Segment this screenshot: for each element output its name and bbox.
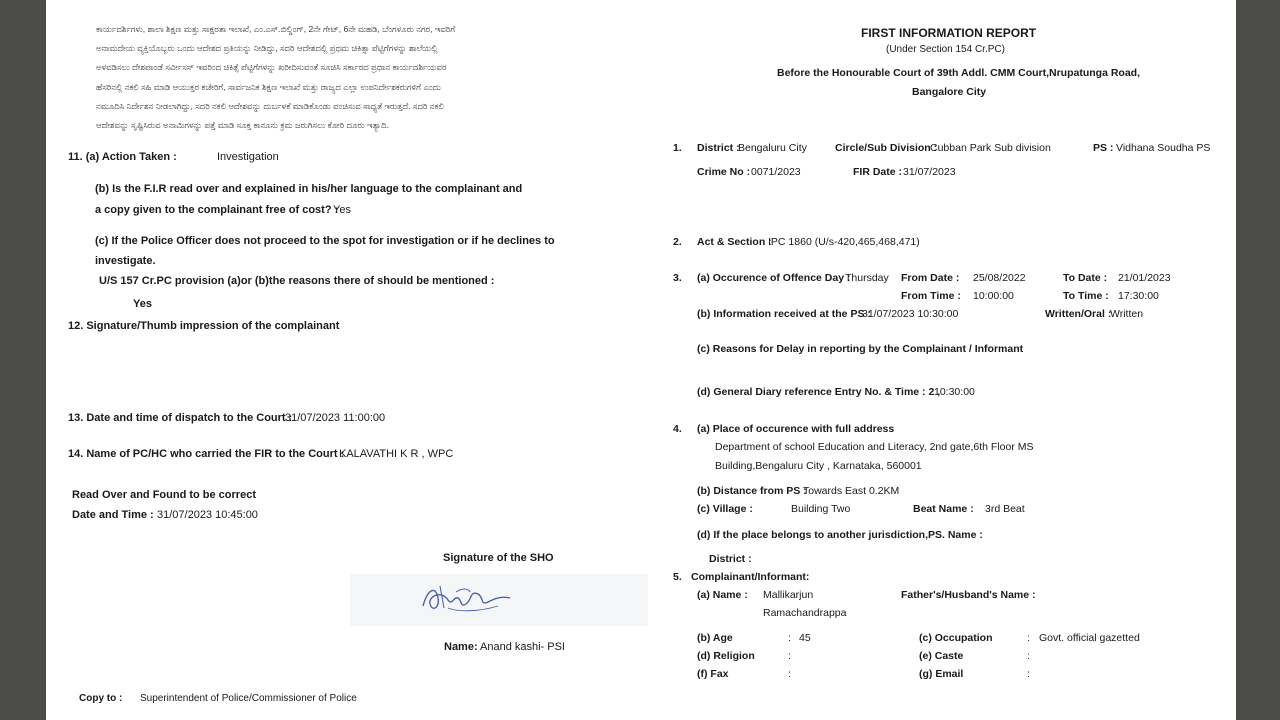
fir-date-value: 31/07/2023 [903,166,956,178]
place-address-line-1: Department of school Education and Literacy, 2nd gate,6th Floor MS [715,441,1034,453]
date-time-value: 31/07/2023 10:45:00 [157,509,258,521]
age-value: 45 [799,632,811,644]
to-time-value: 17:30:00 [1118,290,1159,302]
q11c-line2: investigate. [95,255,156,267]
place-address-line-2: Building,Bengaluru City , Karnataka, 560001 [715,460,922,472]
info-received-value: 31/07/2023 10:30:00 [862,308,959,320]
from-time-value: 10:00:00 [973,290,1014,302]
age-label: (b) Age [697,632,733,644]
village-value: Building Two [791,503,851,515]
to-date-label: To Date : [1063,272,1108,284]
info-received-label: (b) Information received at the PS : [697,308,871,320]
distance-value: Towards East 0.2KM [803,485,900,497]
from-date-label: From Date : [901,272,960,284]
beat-name-label: Beat Name : [913,503,974,515]
q12-signature-label: 12. Signature/Thumb impression of the complainant [68,320,340,332]
act-section-value: IPC 1860 (U/s-420,465,468,471) [768,236,920,248]
age-colon: : [788,632,791,644]
action-taken-value: Investigation [217,151,279,163]
q11c-value: Yes [133,298,152,310]
to-date-value: 21/01/2023 [1118,272,1171,284]
occurence-day-label: (a) Occurence of Offence Day : [697,272,851,284]
complainant-name-line-2: Ramachandrappa [763,607,847,619]
district-2-label: District : [709,553,752,565]
section-3-number: 3. [673,272,682,284]
sho-signature-image [350,574,648,626]
father-husband-label: Father's/Husband's Name : [901,589,1036,601]
act-section-label: Act & Section : [697,236,772,248]
copy-to-label: Copy to : [79,693,123,704]
religion-label: (d) Religion [697,650,755,662]
q13-label: 13. Date and time of dispatch to the Court : [68,412,293,424]
crime-no-value: 0071/2023 [751,166,801,178]
fir-subtitle: (Under Section 154 Cr.PC) [886,44,1005,55]
sho-name-value: Anand kashi- PSI [480,641,565,653]
kannada-line: ಅಳವಡಿಸಲು ದೇಶಪಾಂಡೆ ಸರ್ವೀಸಸ್ ಇವರಿಂದ ಚಿಕಿತ್ಸೆ ಪೆಟ್ಟಿಗೆಗಳನ್ನು ಖರೀದಿಸುವಂತೆ ಸೂಚಿಸಿ ಸರ್ಕಾರದ ಪ್ರಧಾನ ಕಾರ್ಯದರ್ಶಿಯವರ [96,62,447,72]
section-2-number: 2. [673,236,682,248]
delay-reason-label: (c) Reasons for Delay in reporting by the Complainant / Informant [697,343,1024,355]
district-label: District : [697,142,740,154]
section-5-number: 5. [673,571,682,583]
written-oral-value: Written [1110,308,1144,320]
circle-label: Circle/Sub Division : [835,142,938,154]
q11b-value: Yes [333,204,351,216]
occupation-label: (c) Occupation [919,632,993,644]
occurence-day-value: Thursday [845,272,889,284]
jurisdiction-label: (d) If the place belongs to another jurisdiction,PS. Name : [697,529,983,541]
ps-label: PS : [1093,142,1114,154]
q13-value: 31/07/2023 11:00:00 [285,412,386,424]
beat-name-value: 3rd Beat [985,503,1025,515]
q11b-line2: a copy given to the complainant free of cost? : [95,204,339,216]
q14-value: KALAVATHI K R , WPC [339,448,454,460]
occupation-colon: : [1027,632,1030,644]
distance-label: (b) Distance from PS : [697,485,807,497]
complainant-name-label: (a) Name : [697,589,748,601]
caste-label: (e) Caste [919,650,964,662]
written-oral-label: Written/Oral : [1045,308,1112,320]
religion-colon: : [788,650,791,662]
from-time-label: From Time : [901,290,961,302]
frame-right-border [1236,0,1280,720]
email-colon: : [1027,668,1030,680]
handwritten-signature-icon [418,578,518,618]
fax-label: (f) Fax [697,668,729,680]
diary-reference-value: 10:30:00 [934,386,975,398]
sho-name-label: Name: [444,641,478,653]
complainant-name-line-1: Mallikarjun [763,589,814,601]
fir-date-label: FIR Date : [853,166,903,178]
fir-title: FIRST INFORMATION REPORT [861,26,1037,40]
q11b-line1: (b) Is the F.I.R read over and explained in his/her language to the complainant and [95,183,523,195]
court-line-1: Before the Honourable Court of 39th Addl. CMM Court,Nrupatunga Road, [777,67,1141,79]
kannada-line: ಅನಾಮದೇಯ ವ್ಯಕ್ತಿಯೊಬ್ಬರು ಒಂದು ಆದೇಶದ ಪ್ರತಿಯನ್ನು ನೀಡಿದ್ದು, ಸದರಿ ಆದೇಶದಲ್ಲಿ ಪ್ರಥಮ ಚಿಕಿತ್ಸಾ ಪೆಟ್ಟಿಗೆಗಳನ್ನು ಶಾಲೆಯಲ್ಲಿ [96,43,438,53]
kannada-line: ಕಾರ್ಯದರ್ಶಿಗಳು, ಶಾಲಾ ಶಿಕ್ಷಣ ಮತ್ತು ಸಾಕ್ಷರತಾ ಇಲಾಖೆ, ಎಂ.ಎಸ್.ಬಿಲ್ಡಿಂಗ್, 2ನೇ ಗೇಟ್, 6ನೇ ಮಹಡಿ, ಬೆಂಗಳೂರು ನಗರ, ಇವರಿಗೆ [96,24,456,34]
court-line-2: Bangalore City [912,86,987,98]
complainant-label: Complainant/Informant: [691,571,810,583]
q11c-line3: U/S 157 Cr.PC provision (a)or (b)the reasons there of should be mentioned : [99,275,495,287]
kannada-line: ಆದೇಶವನ್ನು ಸೃಷ್ಟಿಸಿರುವ ಅನಾಮಿಗಳನ್ನು ಪತ್ತೆ ಮಾಡಿ ಸೂಕ್ತ ಕಾನೂನು ಕ್ರಮ ಜರುಗಿಸಲು ಕೋರಿ ದೂರು ಇತ್ಯಾದಿ. [96,120,390,130]
kannada-line: ನಮೂದಿಸಿ ನಿರ್ದೇಶನ ನೀಡಲಾಗಿದ್ದು, ಸದರಿ ನಕಲಿ ಆದೇಶವನ್ನು ದುರ್ಬಳಕೆ ಮಾಡಿಕೊಂಡು ವಂಚಿಸುವ ಸಾಧ್ಯತೆ ಇರುತ್ತದೆ. ಸದರಿ ನಕಲಿ [96,101,444,111]
q14-label: 14. Name of PC/HC who carried the FIR to the Court : [68,448,345,460]
fax-colon: : [788,668,791,680]
ps-value: Vidhana Soudha PS [1116,142,1211,154]
copy-to-value: Superintendent of Police/Commissioner of Police [140,693,357,704]
section-4-number: 4. [673,423,682,435]
from-date-value: 25/08/2022 [973,272,1026,284]
kannada-line: ಹೆಸರಿನಲ್ಲಿ ನಕಲಿ ಸಹಿ ಮಾಡಿ ಆಯುಕ್ತರ ಕಚೇರಿಗೆ, ಸಾರ್ವಜನಿಕ ಶಿಕ್ಷಣ ಇಲಾಖೆ ಮತ್ತು ರಾಜ್ಯದ ಎಲ್ಲಾ ಉಪನಿರ್ದೇಶಕರುಗಳಿಗೆ ಎಂದು [96,82,441,92]
read-over-text: Read Over and Found to be correct [72,489,256,501]
circle-value: Cubban Park Sub division [930,142,1051,154]
occupation-value: Govt. official gazetted [1039,632,1140,644]
to-time-label: To Time : [1063,290,1109,302]
sho-signature-label: Signature of the SHO [443,552,554,564]
action-taken-label: 11. (a) Action Taken : [68,151,177,163]
email-label: (g) Email [919,668,964,680]
diary-reference-label: (d) General Diary reference Entry No. & Time : 2 , [697,386,941,398]
date-time-label: Date and Time : [72,509,154,521]
caste-colon: : [1027,650,1030,662]
village-label: (c) Village : [697,503,753,515]
place-label: (a) Place of occurence with full address [697,423,895,435]
section-1-number: 1. [673,142,682,154]
q11c-line1: (c) If the Police Officer does not proceed to the spot for investigation or if he declines to [95,235,555,247]
frame-left-border [0,0,46,720]
district-value: Bengaluru City [738,142,807,154]
crime-no-label: Crime No : [697,166,751,178]
